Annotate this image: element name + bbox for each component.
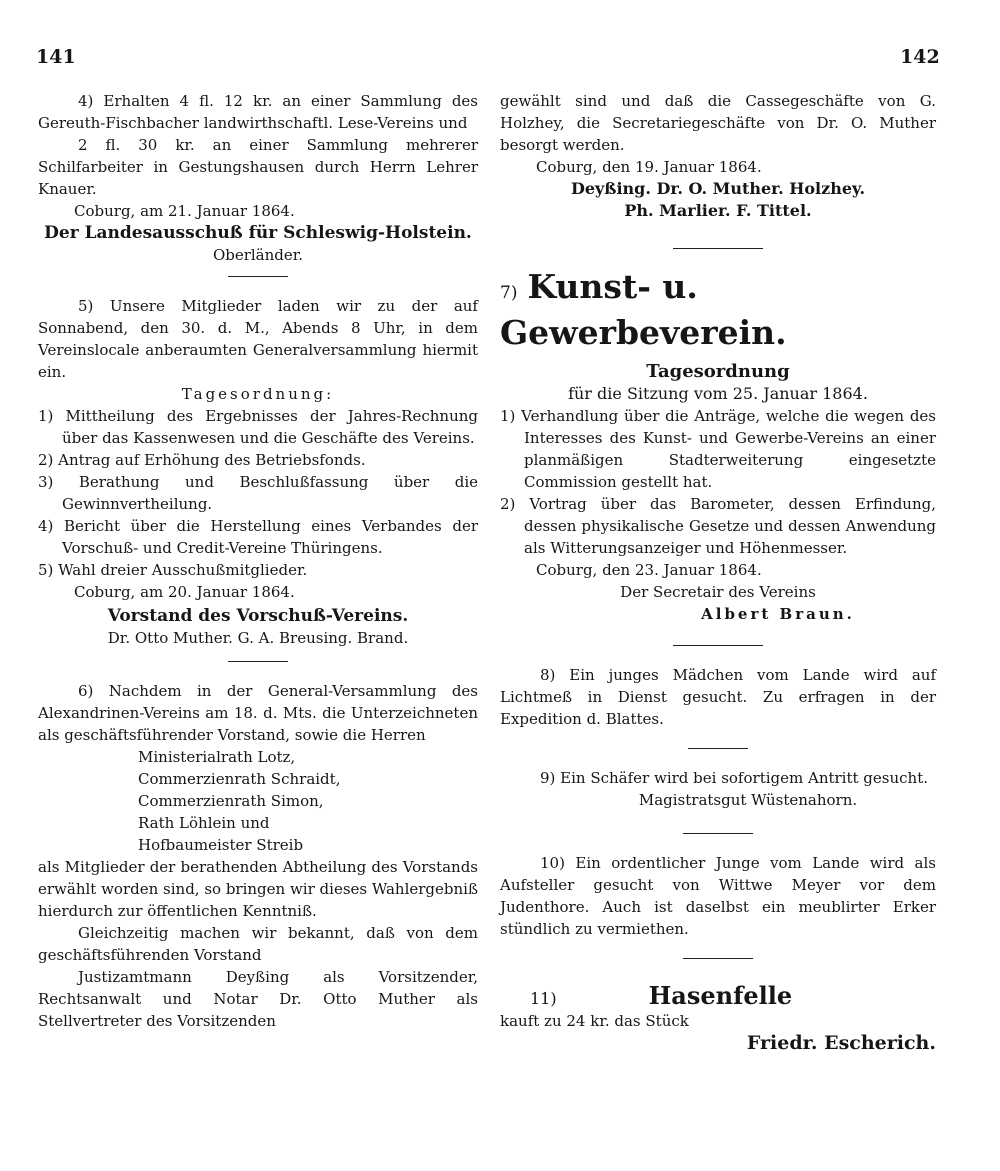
notice-5-agenda bbox=[38, 405, 478, 581]
notice-6-signatures: Deyßing. Dr. O. Muther. Holzhey. bbox=[570, 179, 866, 198]
notice-6-names bbox=[38, 746, 478, 856]
notice-11-number: 11) bbox=[530, 989, 557, 1008]
notice-6-date: Coburg, den 19. Januar 1864. bbox=[536, 158, 762, 176]
agenda-item: 2) Vortrag über das Barometer, dessen Erfindung, dessen physikalische Gesetze und dessen Anwendung als Witterungsanzeiger und Höhenmesser. bbox=[500, 495, 936, 557]
notice-8: 8) Ein junges Mädchen vom Lande wird auf Lichtmeß in Dienst gesucht. Zu erfragen in der Expedition d. Blattes. bbox=[500, 666, 936, 728]
member-name: Commerzienrath Simon, bbox=[138, 792, 324, 810]
notice-5-heading: Tagesordnung: bbox=[181, 385, 335, 403]
divider bbox=[683, 833, 753, 834]
page-number-left: 141 bbox=[36, 46, 76, 68]
right-column bbox=[500, 90, 936, 1054]
notice-6-continued: gewählt sind und daß die Cassegeschäfte von G. Holzhey, die Secretariegeschäfte von Dr. O. Muther besorgt werden. bbox=[500, 92, 936, 154]
agenda-item: 3) Berathung und Beschlußfassung über die Gewinnvertheilung. bbox=[38, 473, 478, 513]
notice-5 bbox=[38, 295, 478, 649]
agenda-item: 2) Antrag auf Erhöhung des Betriebsfonds. bbox=[38, 451, 366, 469]
notice-6-body-2: Gleichzeitig machen wir bekannt, daß von dem geschäftsführenden Vorstand bbox=[38, 924, 478, 964]
notice-7-date: Coburg, den 23. Januar 1864. bbox=[536, 561, 762, 579]
agenda-item: 1) Mittheilung des Ergebnisses der Jahres-Rechnung über das Kassenwesen und die Geschäfte des Vereins. bbox=[38, 407, 478, 447]
notice-6-signatures-2: Ph. Marlier. F. Tittel. bbox=[624, 201, 812, 220]
notice-6-body: als Mitglieder der berathenden Abtheilung des Vorstands erwählt worden sind, so bringen wir dieses Wahlergebniß hierdurch zur öffentlichen Kenntniß. bbox=[38, 858, 478, 920]
notice-6-body-3: Justizamtmann Deyßing als Vorsitzender, Rechtsanwalt und Notar Dr. Otto Muther als Stellvertreter des Vorsitzenden bbox=[38, 968, 478, 1030]
agenda-item: 1) Verhandlung über die Anträge, welche die wegen des Interesses des Kunst- und Gewerbe-Vereins an einer planmäßigen Stadterweiterung eingesetzte Commission gestellt hat. bbox=[500, 407, 936, 491]
notice-9: 9) Ein Schäfer wird bei sofortigem Antritt gesucht. bbox=[540, 769, 928, 787]
agenda-item: 4) Bericht über die Herstellung eines Verbandes der Vorschuß- und Credit-Vereine Thüringens. bbox=[38, 517, 478, 557]
divider bbox=[688, 748, 748, 749]
notice-7-signature-role: Der Secretair des Vereins bbox=[620, 583, 816, 601]
notice-11-title: Hasenfelle bbox=[648, 981, 793, 1010]
notice-7-signature-name: Albert Braun. bbox=[701, 605, 855, 623]
divider bbox=[228, 661, 288, 662]
notice-4-signature: Der Landesausschuß für Schleswig-Holstein. bbox=[44, 223, 472, 243]
divider bbox=[228, 276, 288, 277]
notice-7-title: Kunst- u. Gewerbeverein. bbox=[500, 267, 787, 352]
notice-6-intro: 6) Nachdem in der General-Versammlung des Alexandrinen-Vereins am 18. d. Mts. die Unterzeichneten als geschäftsführender Vorstand, sowie die Herren bbox=[38, 682, 478, 744]
notice-11 bbox=[500, 981, 936, 1054]
notice-7-heading: Tagesordnung bbox=[646, 361, 790, 382]
notice-4-text: 4) Erhalten 4 fl. 12 kr. an einer Sammlung des Gereuth-Fischbacher landwirthschaftl. Lese-Vereins und bbox=[38, 92, 478, 132]
notice-11-signature: Friedr. Escherich. bbox=[746, 1032, 936, 1054]
notice-7-number: 7) bbox=[500, 283, 518, 303]
notice-7-agenda bbox=[500, 405, 936, 559]
notice-9-signature: Magistratsgut Wüstenahorn. bbox=[638, 791, 858, 809]
notice-7-subheading: für die Sitzung vom 25. Januar 1864. bbox=[568, 384, 868, 403]
notice-5-intro: 5) Unsere Mitglieder laden wir zu der auf Sonnabend, den 30. d. M., Abends 8 Uhr, in dem Vereinslocale anberaumten Generalversammlung hiermit ein. bbox=[38, 297, 478, 381]
notice-7-title-row bbox=[500, 267, 936, 353]
member-name: Hofbaumeister Streib bbox=[138, 836, 304, 854]
notice-4-date: Coburg, am 21. Januar 1864. bbox=[74, 202, 295, 220]
member-name: Ministerialrath Lotz, bbox=[138, 748, 296, 766]
page-number-right: 142 bbox=[900, 46, 940, 68]
divider bbox=[673, 248, 763, 249]
left-column bbox=[38, 90, 478, 1032]
notice-4-signature-name: Oberländer. bbox=[212, 246, 304, 264]
member-name: Rath Löhlein und bbox=[138, 814, 270, 832]
agenda-item: 5) Wahl dreier Ausschußmitglieder. bbox=[38, 561, 308, 579]
divider bbox=[683, 958, 753, 959]
notice-6 bbox=[38, 680, 478, 1032]
notice-10: 10) Ein ordentlicher Junge vom Lande wird als Aufsteller gesucht von Wittwe Meyer vor dem Judenthore. Auch ist daselbst ein meublirter Erker stündlich zu vermiethen. bbox=[500, 854, 936, 938]
divider bbox=[673, 645, 763, 646]
notice-4-text-2: 2 fl. 30 kr. an einer Sammlung mehrerer Schilfarbeiter in Gestungshausen durch Herrn Lehrer Knauer. bbox=[38, 136, 478, 198]
notice-5-signature-names: Dr. Otto Muther. G. A. Breusing. Brand. bbox=[107, 629, 409, 647]
notice-11-text: kauft zu 24 kr. das Stück bbox=[500, 1012, 689, 1030]
notice-5-signature: Vorstand des Vorschuß-Vereins. bbox=[107, 606, 409, 626]
member-name: Commerzienrath Schraidt, bbox=[138, 770, 341, 788]
notice-5-date: Coburg, am 20. Januar 1864. bbox=[74, 583, 295, 601]
